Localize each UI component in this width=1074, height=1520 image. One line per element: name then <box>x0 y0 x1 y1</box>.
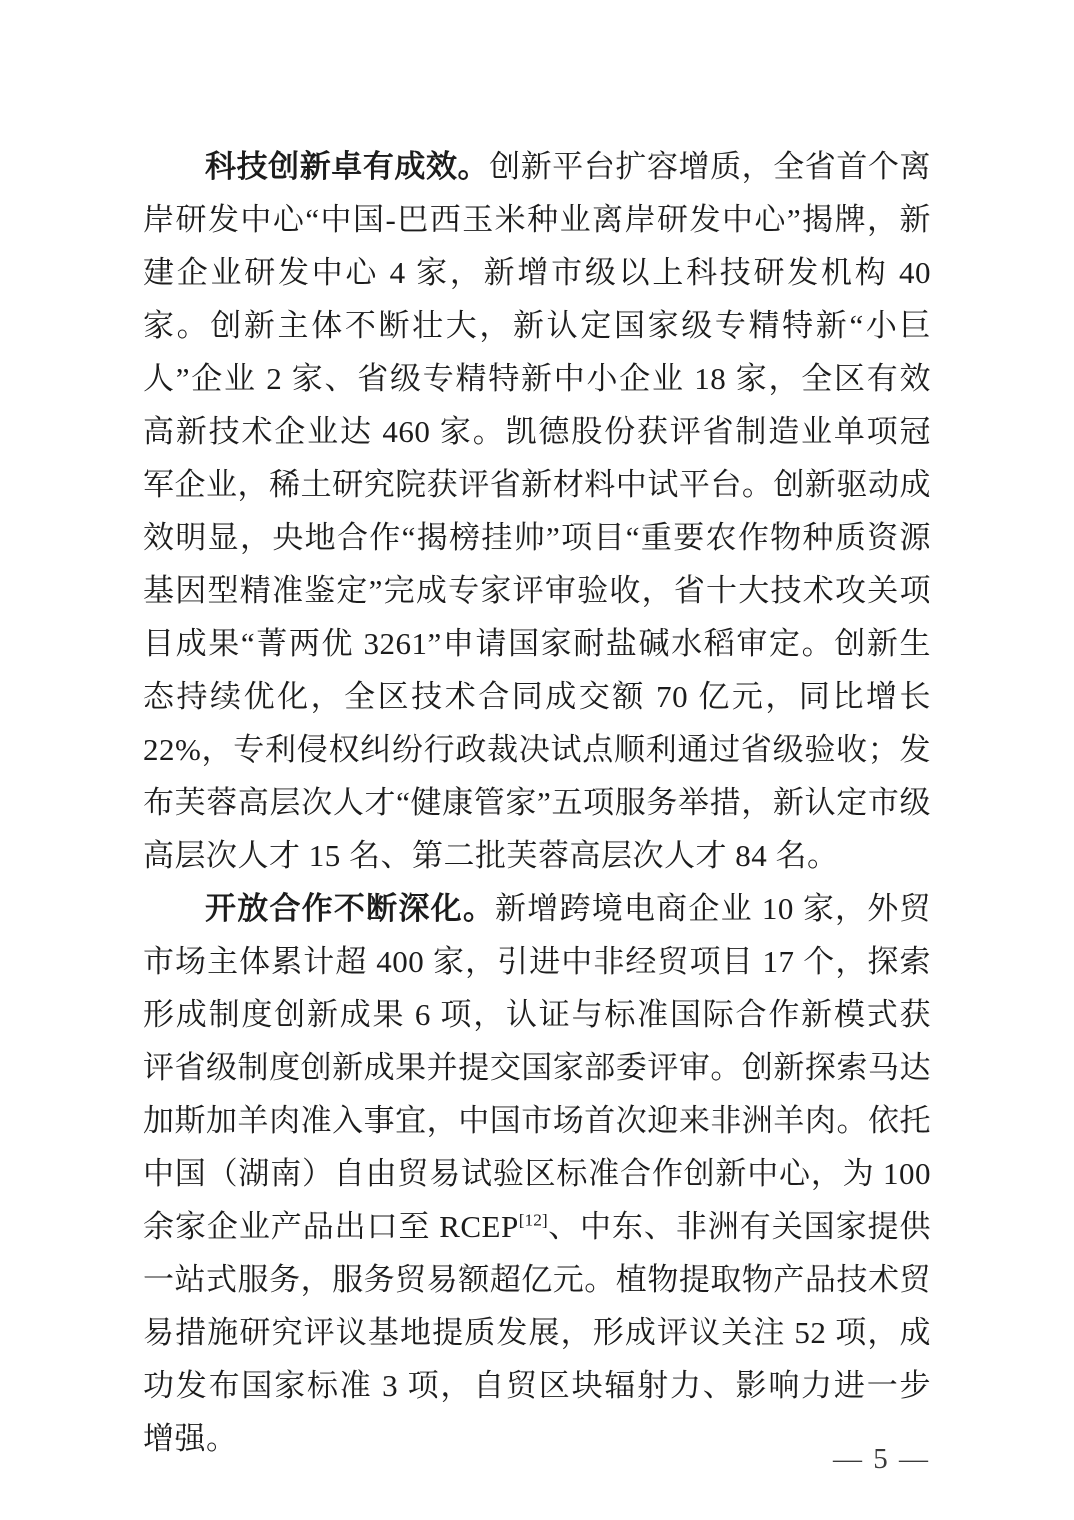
paragraph-tech-innovation <box>143 140 931 882</box>
paragraph-lead-open-cooperation: 开放合作不断深化。 <box>205 891 496 926</box>
footnote-reference-12: [12] <box>518 1210 548 1230</box>
paragraph-open-cooperation <box>143 882 931 1465</box>
document-body <box>143 140 931 1465</box>
page-number: — 5 — <box>833 1443 930 1475</box>
paragraph-text-open-cooperation-part2: 、中东、非洲有关国家提供一站式服务，服务贸易额超亿元。植物提取物产品技术贸易措施研究评议基地提质发展，形成评议关注 52 项，成功发布国家标准 3 项，自贸区块辐射力、影响力进一步增强。 <box>143 1209 931 1456</box>
paragraph-text-tech-innovation: 创新平台扩容增质，全省首个离岸研发中心“中国-巴西玉米种业离岸研发中心”揭牌，新建企业研发中心 4 家，新增市级以上科技研发机构 40 家。创新主体不断壮大，新认定国家级专精特新“小巨人”企业 2 家、省级专精特新中小企业 18 家，全区有效高新技术企业达 460 家。凯德股份获评省制造业单项冠军企业，稀土研究院获评省新材料中试平台。创新驱动成效明显，央地合作“揭榜挂帅”项目“重要农作物种质资源基因型精准鉴定”完成专家评审验收，省十大技术攻关项目成果“菁两优 3261”申请国家耐盐碱水稻审定。创新生态持续优化，全区技术合同成交额 70 亿元，同比增长 22%，专利侵权纠纷行政裁决试点顺利通过省级验收；发布芙蓉高层次人才“健康管家”五项服务举措，新认定市级高层次人才 15 名、第二批芙蓉高层次人才 84 名。 <box>143 149 932 873</box>
page-footer <box>796 1408 930 1510</box>
paragraph-text-open-cooperation-part1: 新增跨境电商企业 10 家，外贸市场主体累计超 400 家，引进中非经贸项目 17 个，探索形成制度创新成果 6 项，认证与标准国际合作新模式获评省级制度创新成果并提交国家部委评审。创新探索马达加斯加羊肉准入事宜，中国市场首次迎来非洲羊肉。依托中国（湖南）自由贸易试验区标准合作创新中心，为 100 余家企业产品出口至 RCEP <box>143 891 932 1244</box>
paragraph-lead-tech-innovation: 科技创新卓有成效。 <box>205 149 490 184</box>
